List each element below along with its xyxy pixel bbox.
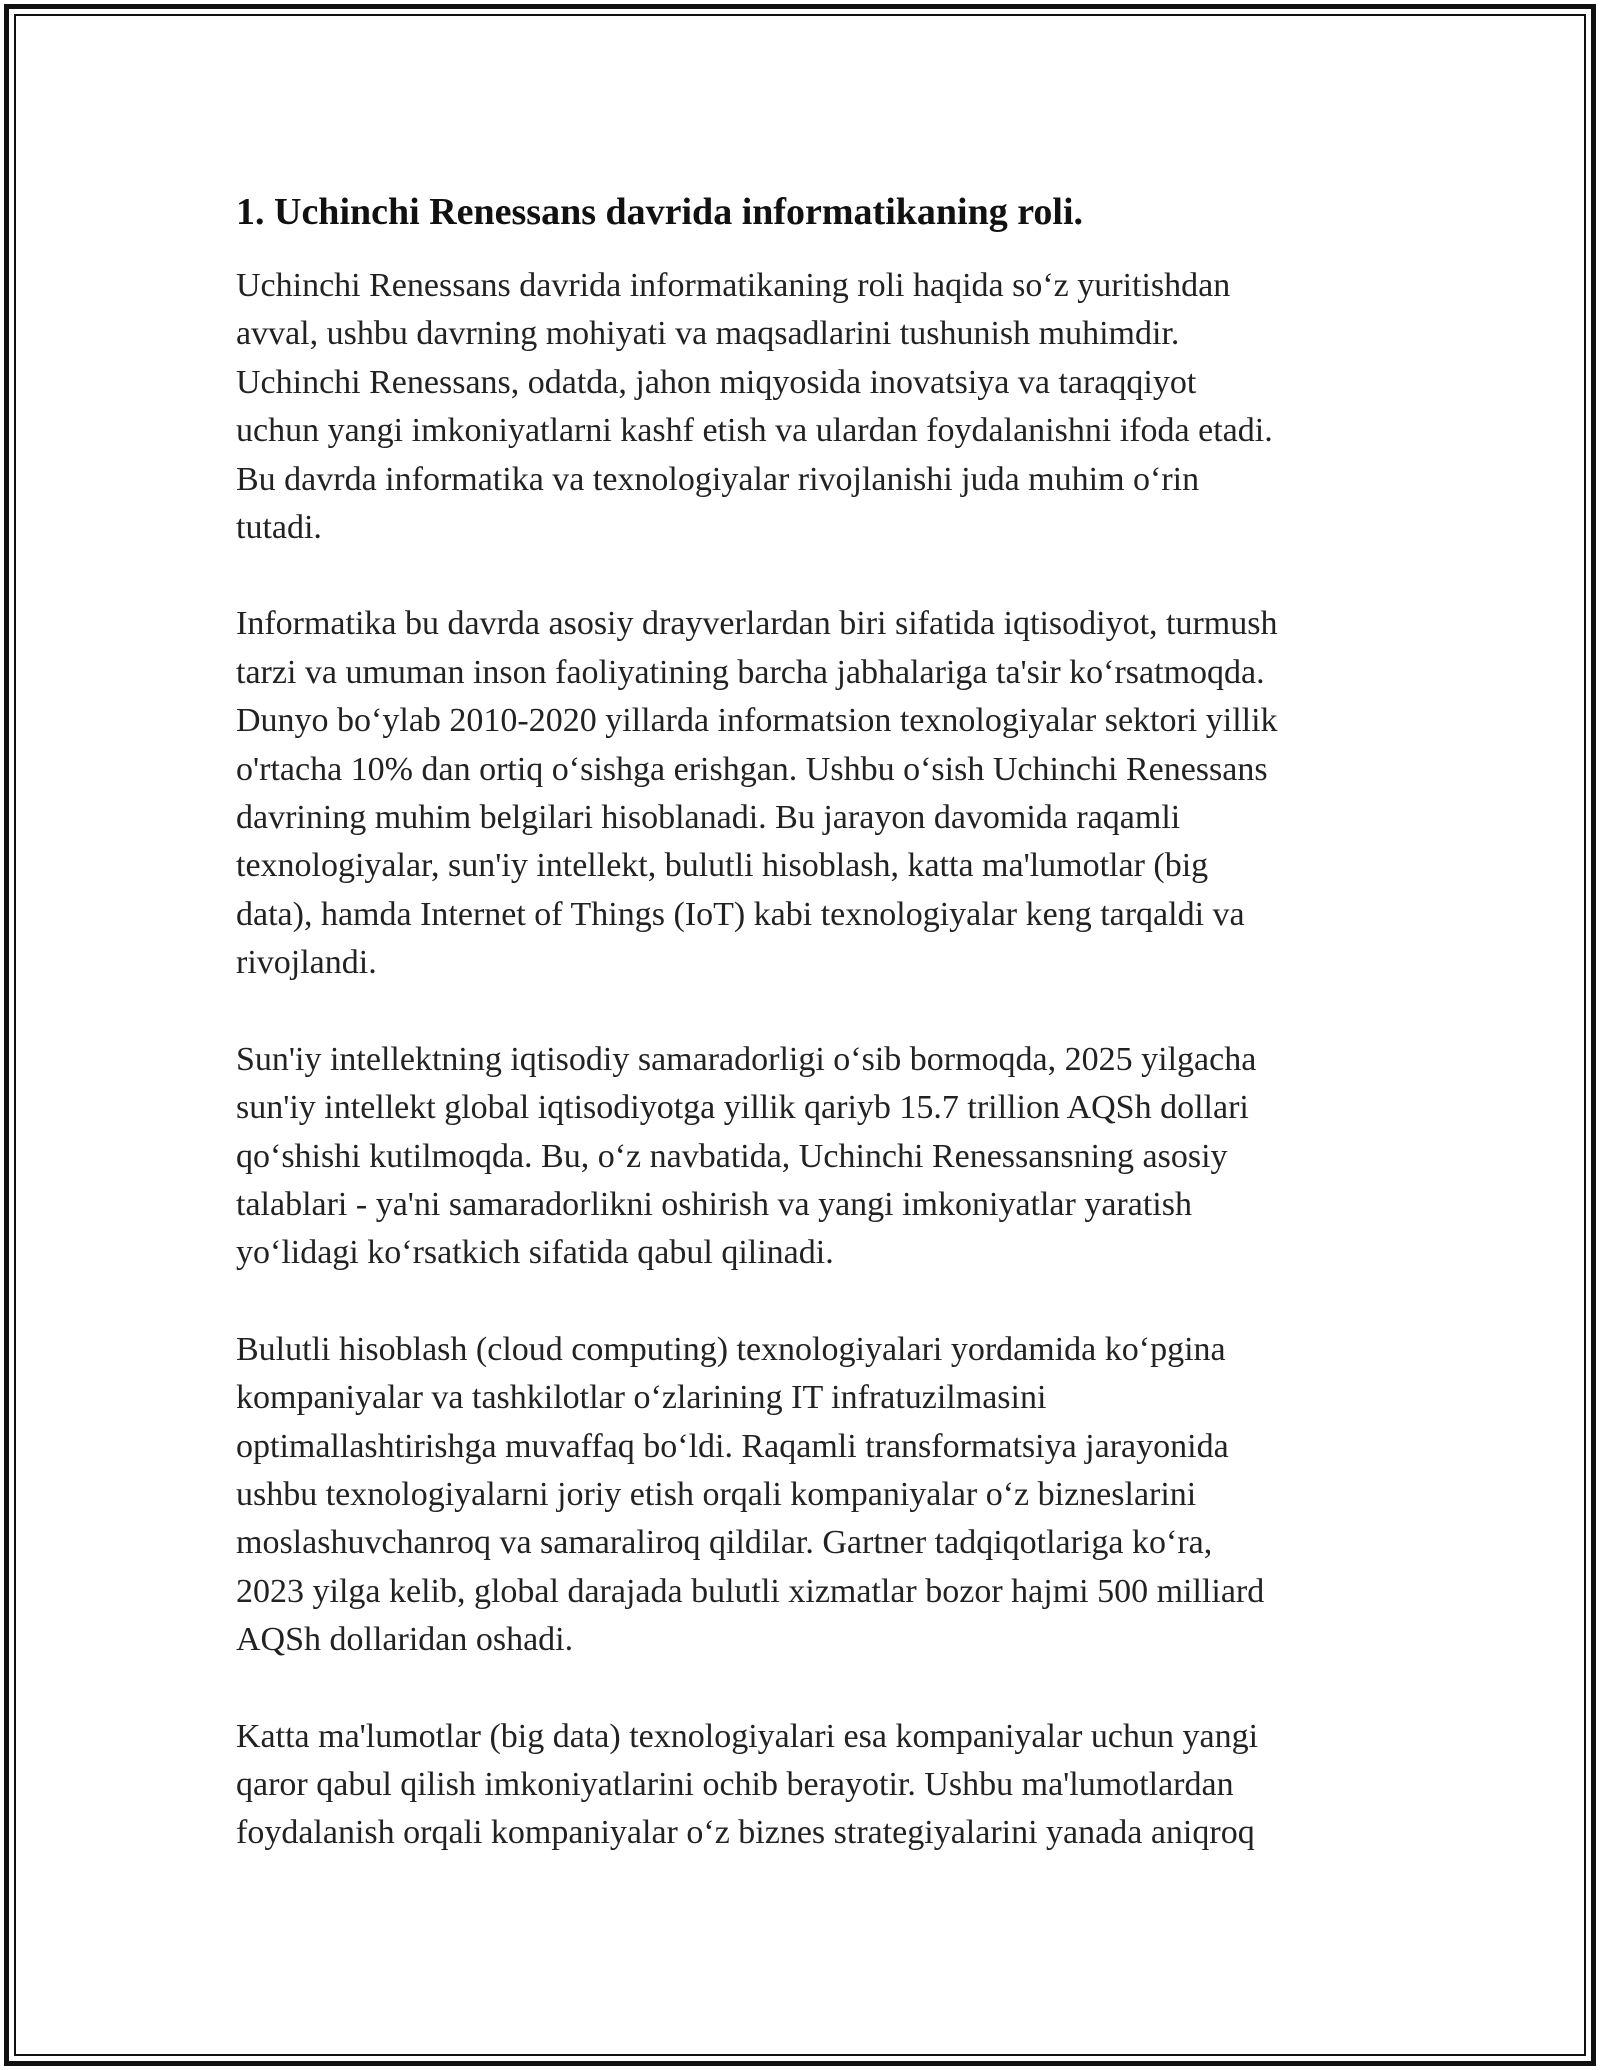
text-line: AQSh dollaridan oshadi. (236, 1621, 574, 1659)
text-line: Uchinchi Renessans davrida informatikaning roli haqida so‘z yuritishdan (236, 267, 1231, 304)
text-line: talablari - ya'ni samaradorlikni oshirish va yangi imkoniyatlar yaratish (236, 1185, 1192, 1223)
paragraph-3 (236, 1036, 1376, 1278)
text-line: optimallashtirishga muvaffaq bo‘ldi. Raqamli transformatsiya jarayonida (236, 1427, 1229, 1465)
text-line: sun'iy intellekt global iqtisodiyotga yillik qariyb 15.7 trillion AQSh dollari (236, 1089, 1249, 1127)
text-line: data), hamda Internet of Things (IoT) kabi texnologiyalar keng tarqaldi va (236, 895, 1245, 933)
text-line: texnologiyalar, sun'iy intellekt, bulutli hisoblash, katta ma'lumotlar (big (236, 847, 1209, 885)
document-body (236, 188, 1376, 1906)
section-heading: 1. Uchinchi Renessans davrida informatikaning roli. (236, 191, 1084, 233)
text-line: qaror qabul qilish imkoniyatlarini ochib berayotir. Ushbu ma'lumotlardan (236, 1765, 1234, 1803)
paragraph-2 (236, 600, 1376, 987)
text-line: tarzi va umuman inson faoliyatining barcha jabhalariga ta'sir ko‘rsatmoqda. (236, 653, 1265, 691)
text-line: ushbu texnologiyalarni joriy etish orqali kompaniyalar o‘z bizneslarini (236, 1475, 1197, 1513)
paragraph-4 (236, 1326, 1376, 1665)
text-line: avval, ushbu davrning mohiyati va maqsadlarini tushunish muhimdir. (236, 315, 1180, 353)
text-line: yo‘lidagi ko‘rsatkich sifatida qabul qilinadi. (236, 1234, 834, 1272)
text-line: tutadi. (236, 509, 322, 547)
text-line: Katta ma'lumotlar (big data) texnologiyalari esa kompaniyalar uchun yangi (236, 1717, 1259, 1755)
text-line: Informatika bu davrda asosiy drayverlardan biri sifatida iqtisodiyot, turmush (236, 605, 1278, 643)
text-line: o'rtacha 10% dan ortiq o‘sishga erishgan. Ushbu o‘sish Uchinchi Renessans (236, 750, 1268, 788)
text-line: Uchinchi Renessans, odatda, jahon miqyosida inovatsiya va taraqqiyot (236, 363, 1197, 401)
text-line: moslashuvchanroq va samaraliroq qildilar. Gartner tadqiqotlariga ko‘ra, (236, 1524, 1213, 1562)
text-line: uchun yangi imkoniyatlarni kashf etish va ulardan foydalanishni ifoda etadi. (236, 412, 1273, 450)
text-line: Sun'iy intellektning iqtisodiy samaradorligi o‘sib bormoqda, 2025 yilgacha (236, 1040, 1257, 1078)
text-line: davrining muhim belgilari hisoblanadi. Bu jarayon davomida raqamli (236, 799, 1181, 837)
text-line: Bulutli hisoblash (cloud computing) texnologiyalari yordamida ko‘pgina (236, 1330, 1226, 1368)
text-line: kompaniyalar va tashkilotlar o‘zlarining IT infratuzilmasini (236, 1379, 1047, 1417)
text-line: Dunyo bo‘ylab 2010-2020 yillarda informatsion texnologiyalar sektori yillik (236, 702, 1278, 740)
paragraph-5 (236, 1713, 1376, 1858)
text-line: Bu davrda informatika va texnologiyalar rivojlanishi juda muhim o‘rin (236, 460, 1200, 498)
text-line: qo‘shishi kutilmoqda. Bu, o‘z navbatida, Uchinchi Renessansning asosiy (236, 1137, 1228, 1175)
text-line: foydalanish orqali kompaniyalar o‘z biznes strategiyalarini yanada aniqroq (236, 1814, 1255, 1852)
text-line: 2023 yilga kelib, global darajada bulutli xizmatlar bozor hajmi 500 milliard (236, 1572, 1265, 1610)
text-line: rivojlandi. (236, 944, 377, 982)
paragraph-1 (236, 262, 1376, 552)
